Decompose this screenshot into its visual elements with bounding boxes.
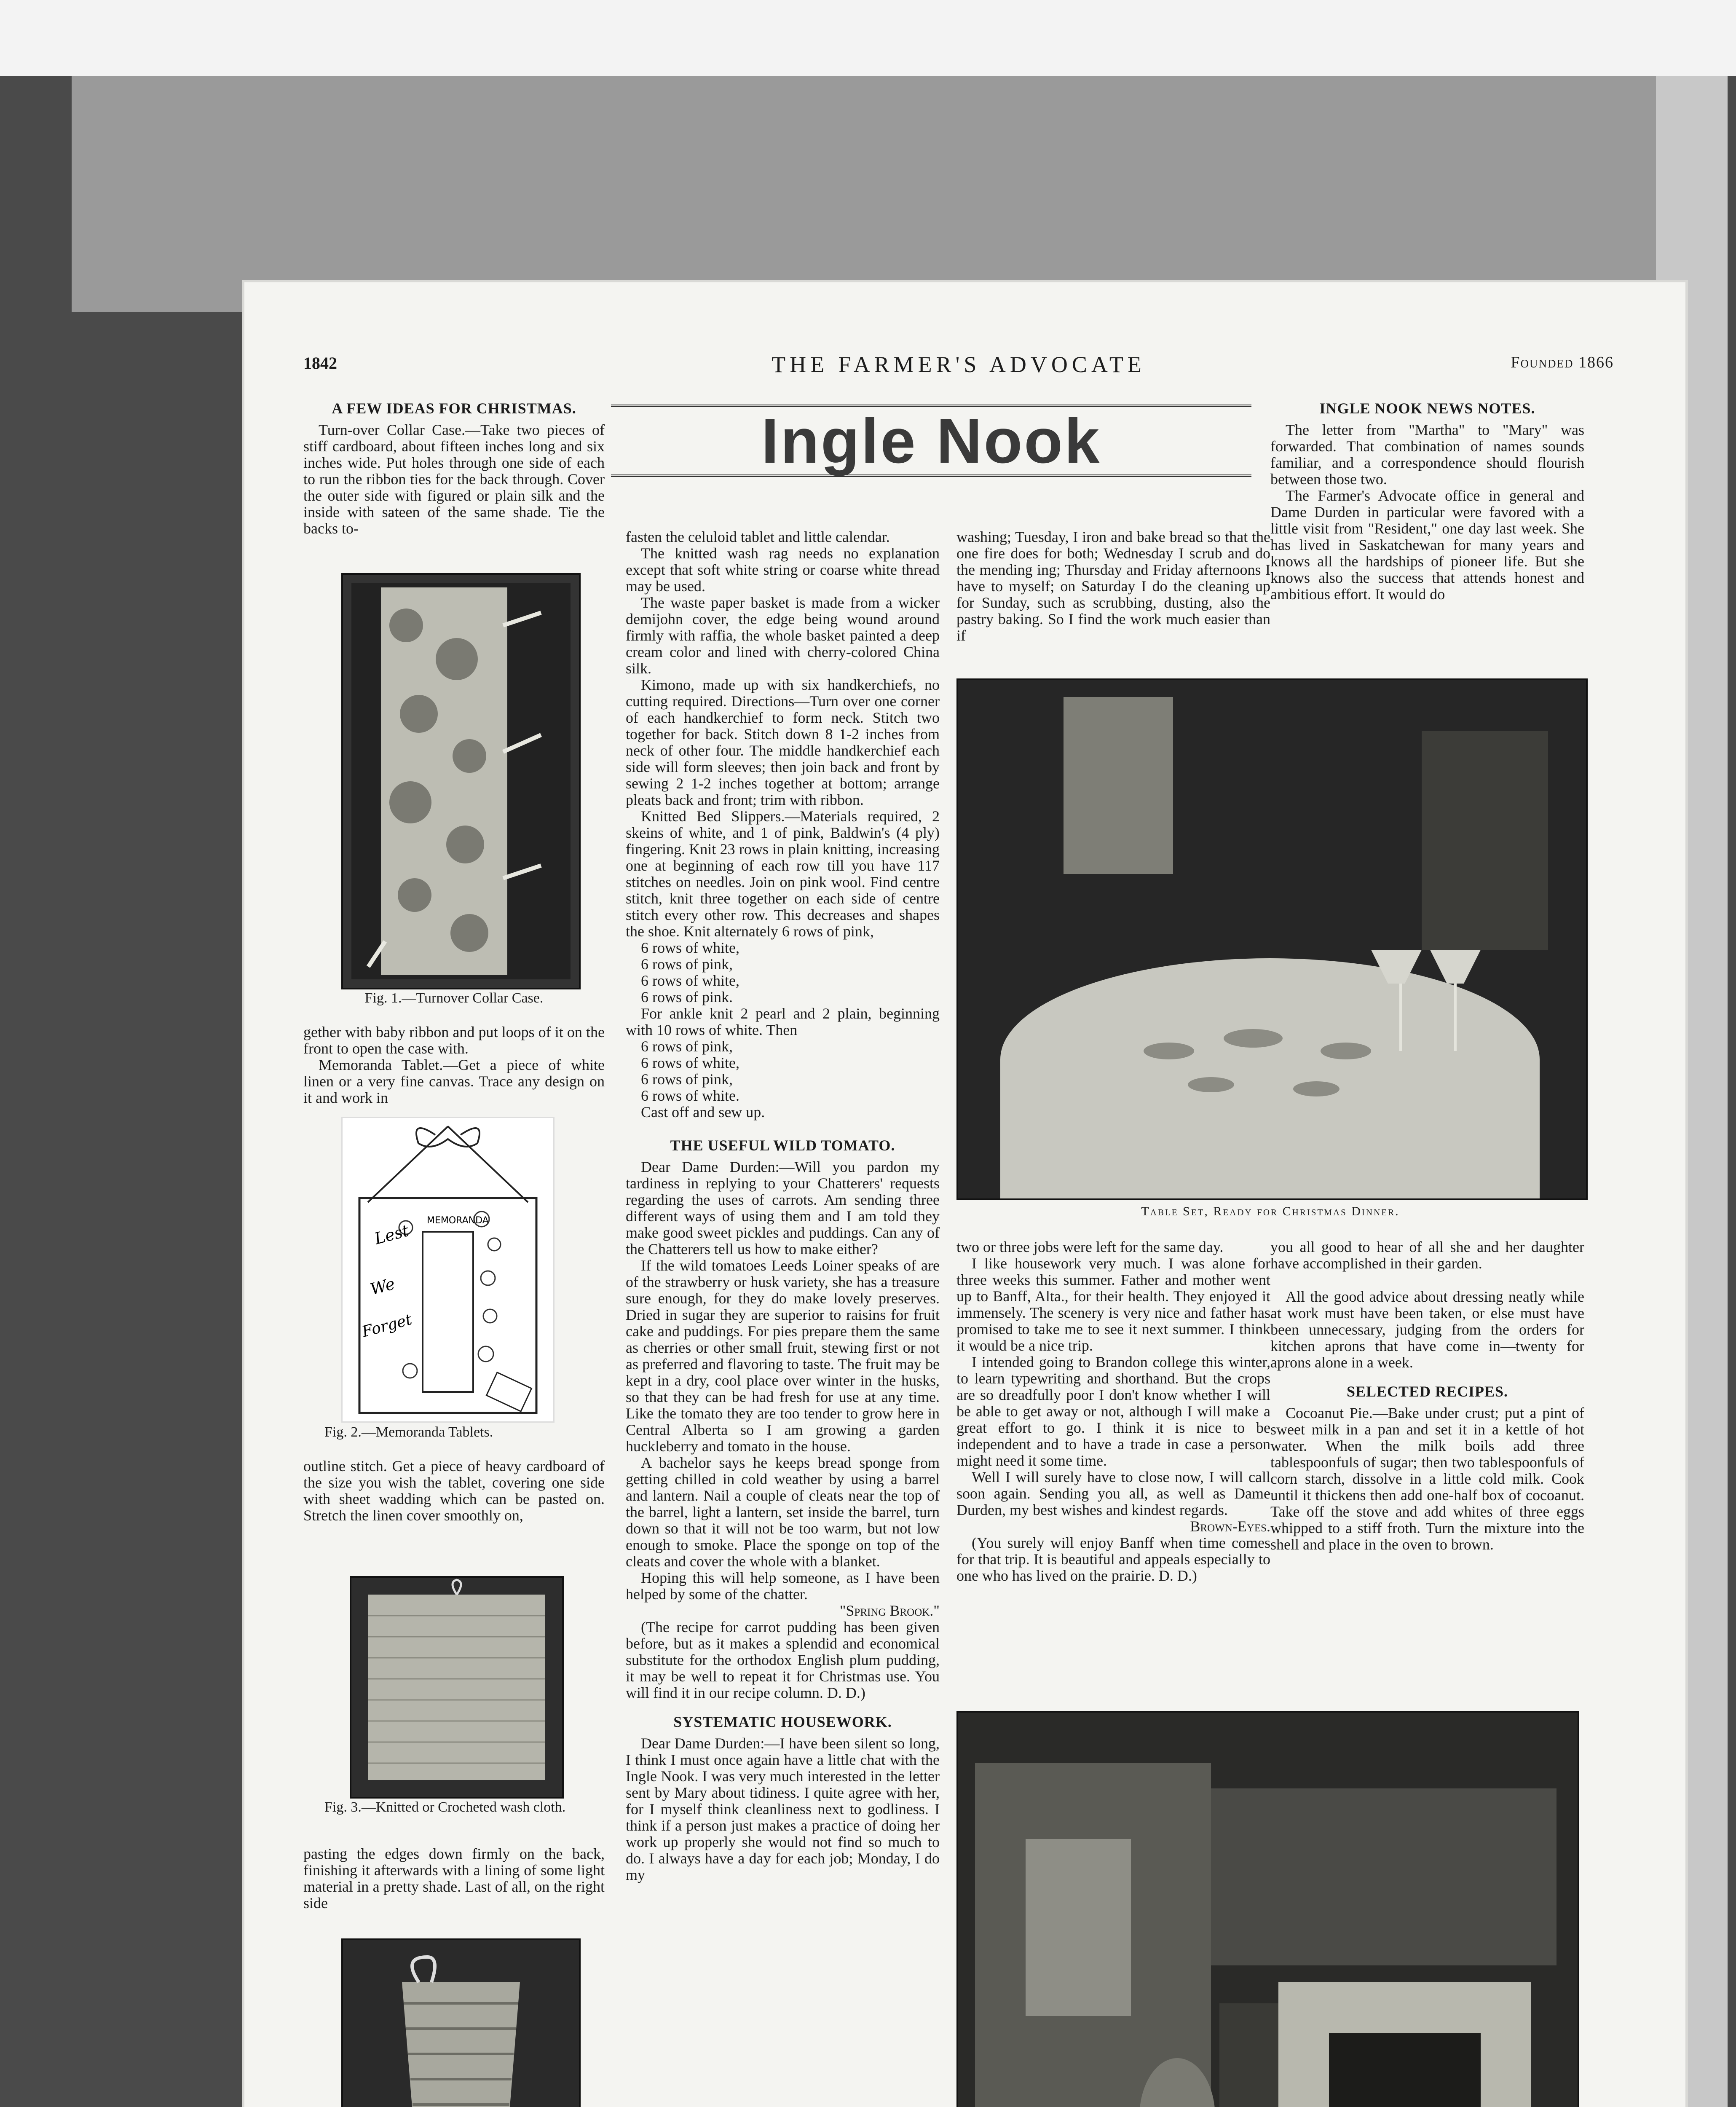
paragraph: outline stitch. Get a piece of heavy cardboard of the size you wish the tablet, covering one side with sheet wadding which can be pasted on. Stretch the linen cover smoothly on, <box>303 1458 605 1524</box>
column-4-continued <box>1270 1239 1584 1553</box>
paragraph: The Farmer's Advocate office in general and Dame Durden in particular were favored with a little visit from "Resident," one day last week. She has lived in Saskatchewan for many years and knows all the hardships of pioneer life. But she knows also the success that attends honest and ambitious effort. It would do <box>1270 487 1584 603</box>
column-2 <box>626 529 940 1883</box>
article-heading: SYSTEMATIC HOUSEWORK. <box>673 1713 892 1730</box>
paragraph: Hoping this will help someone, as I have been helped by some of the chatter. <box>626 1569 940 1603</box>
figure-memoranda-tablet <box>341 1117 555 1423</box>
section-title-box <box>611 405 1251 477</box>
figure-3-caption: Fig. 3.—Knitted or Crocheted wash cloth. <box>324 1799 566 1815</box>
paragraph: For ankle knit 2 pearl and 2 plain, beginning with 10 rows of white. Then <box>626 1005 940 1038</box>
paragraph: (You surely will enjoy Banff when time comes for that trip. It is beautiful and appeals especially to one who has lived on the prairie. D. D.) <box>956 1534 1270 1584</box>
list-item: 6 rows of pink, <box>641 1038 733 1055</box>
paragraph: two or three jobs were left for the same day. <box>956 1238 1224 1255</box>
masthead: THE FARMER'S ADVOCATE <box>772 352 1146 377</box>
list-item: 6 rows of white, <box>641 1054 739 1071</box>
founded-date: Founded 1866 <box>1511 354 1614 371</box>
scan-top-margin <box>0 0 1736 76</box>
section-title: Ingle Nook <box>761 405 1101 476</box>
waste-basket-image <box>343 1940 579 2107</box>
article-heading: INGLE NOOK NEWS NOTES. <box>1319 400 1535 417</box>
paragraph: Knitted Bed Slippers.—Materials required, 2 skeins of white, and 1 of pink, Baldwin's (4 ply) fingering. Knit 23 rows in plain knitting, increasing one at beginning of each row till you have 117 stitches on needles. Join on pink wool. Find centre stitch, knit three together on each side of centre stitch every other row. This decreases and shapes the shoe. Knit alternately 6 rows of pink, <box>626 808 940 940</box>
paragraph: Kimono, made up with six handkerchiefs, no cutting required. Directions—Turn over one corner of each handkerchief to form neck. Stitch two together for back. Stitch down 8 1-2 inches from neck of other four. The middle handkerchief each side will form sleeves; then join back and front by sewing 2 1-2 inches together at bottom; arrange pleats back and front; trim with ribbon. <box>626 676 940 808</box>
paragraph: I intended going to Brandon college this winter, to learn typewriting and shorthand. But the crops are so dreadfully poor I don't know whether I will be able to get away or not, although I will make a great effort to go. I think it is nice to be independent and to have a trade in case a person might need it some time. <box>956 1354 1270 1469</box>
page-number: 1842 <box>303 354 337 373</box>
paragraph: Cocoanut Pie.—Bake under crust; put a pint of sweet milk in a pan and set it in a kettle of hot water. When the milk boils add three tablespoonfuls of sugar; then two tablespoonfuls of corn starch, dissolve in a little cold milk. Cook until it thickens then add one-half box of cocoanut. Take off the stove and add whites of three eggs whipped to a stiff froth. Turn the mixture into the shell and place in the oven to brown. <box>1270 1405 1584 1553</box>
column-3-continued <box>956 1239 1270 1584</box>
figure-collar-case <box>341 573 581 989</box>
figure-waste-basket <box>341 1938 581 2107</box>
scan-background <box>72 76 1656 312</box>
paragraph: gether with baby ribbon and put loops of it on the front to open the case with. <box>303 1024 605 1057</box>
figure-2-caption: Fig. 2.—Memoranda Tablets. <box>324 1424 493 1440</box>
paragraph: you all good to hear of all she and her daughter have accomplished in their garden. <box>1270 1238 1584 1272</box>
paragraph: fasten the celuloid tablet and little calendar. <box>626 528 890 545</box>
paragraph: washing; Tuesday, I iron and bake bread so that the one fire does for both; Wednesday I scrub and do the mending ing; Thursday and Friday afternoons I have to myself; on Saturday I do the cleaning up for Sunday, such as scrubbing, dusting, also the pastry baking. So I find the work much easier than if <box>956 528 1270 644</box>
tablet-text-we: We <box>368 1274 397 1299</box>
column-1-continued-3 <box>303 1846 605 1911</box>
list-item: 6 rows of white. <box>641 1087 739 1104</box>
tablet-text-lest: Lest <box>372 1221 411 1248</box>
column-1-continued-2 <box>303 1458 605 1524</box>
paragraph: The waste paper basket is made from a wicker demijohn cover, the edge being wound around firmly with raffia, the whole basket painted a deep cream color and lined with cherry-colored China silk. <box>626 594 940 677</box>
figure-wash-cloth <box>350 1576 564 1799</box>
article-heading: SELECTED RECIPES. <box>1346 1383 1508 1400</box>
column-1-continued <box>303 1024 605 1106</box>
photo-table-set <box>956 678 1588 1200</box>
photo-1-caption: Table Set, Ready for Christmas Dinner. <box>1141 1204 1400 1218</box>
paragraph: Dear Dame Durden:—Will you pardon my tardiness in replying to your Chatterers' requests regarding the uses of carrots. Am sending three different ways of using them and I am told they make good sweet pickles and puddings. Can any of the Chatterers tell us how to make either? <box>626 1158 940 1257</box>
column-4 <box>1270 400 1584 603</box>
paragraph: pasting the edges down firmly on the back, finishing it afterwards with a lining of some light material in a pretty shade. Last of all, on the right side <box>303 1845 605 1911</box>
article-heading: THE USEFUL WILD TOMATO. <box>670 1137 895 1154</box>
paragraph: (The recipe for carrot pudding has been given before, but as it makes a splendid and economical substitute for the orthodox English plum pudding, it may be well to repeat it for Christmas use. You will find it in our recipe column. D. D.) <box>626 1619 940 1701</box>
tablet-text-forget: Forget <box>360 1311 414 1341</box>
paragraph: Turn-over Collar Case.—Take two pieces of stiff cardboard, about fifteen inches long and six inches wide. Put holes through one side of each to run the ribbon ties for the back through. Cover the outer side with figured or plain silk and the inside with sateen of the same shade. Tie the backs to- <box>303 421 605 537</box>
column-3 <box>956 529 1270 644</box>
paragraph: Memoranda Tablet.—Get a piece of white linen or a very fine canvas. Trace any design on it and work in <box>303 1056 605 1106</box>
paragraph: The knitted wash rag needs no explanation except that soft white string or coarse white thread may be used. <box>626 545 940 595</box>
list-item: 6 rows of pink. <box>641 989 733 1005</box>
photo-fireplace <box>956 1711 1579 2107</box>
memoranda-tablet-drawing <box>343 1118 553 1421</box>
signature: Brown-Eyes. <box>1190 1518 1270 1535</box>
article-heading: A FEW IDEAS FOR CHRISTMAS. <box>332 400 576 417</box>
paragraph: A bachelor says he keeps bread sponge from getting chilled in cold weather by using a barrel and lantern. Nail a couple of cleats near the top of the barrel, light a lantern, set inside the barrel, turn down so that it will not be too warm, but not low enough to smoke. Place the sponge on top of the cleats and cover the whole with a blanket. <box>626 1454 940 1570</box>
column-1 <box>303 400 605 537</box>
signature: "Spring Brook." <box>839 1602 940 1619</box>
dining-table-photo <box>958 680 1586 1198</box>
paragraph: I like housework very much. I was alone for three weeks this summer. Father and mother went up to Banff, Alta., for their health. They enjoyed it immensely. The scenery is very nice and father has promised to take me to see it next summer. I think it would be a nice trip. <box>956 1255 1270 1354</box>
list-item: 6 rows of pink, <box>641 956 733 973</box>
wash-cloth-image <box>351 1578 562 1797</box>
paragraph: If the wild tomatoes Leeds Loiner speaks of are of the strawberry or husk variety, she has a treasure sure enough, for they do make lovely preserves. Dried in sugar they are superior to raisins for fruit cake and puddings. For pies prepare them the same as cherries or other small fruit, stewing first or not as preferred and flavoring to taste. The fruit may be kept in a dry, cool place over winter in the husks, so that they can be had fresh for use at any time. Like the tomato they are too tender to grow here in Central Alberta so I am growing a garden huckleberry and tomato in the house. <box>626 1257 940 1455</box>
paragraph: Cast off and sew up. <box>641 1104 765 1121</box>
tablet-text-memoranda: MEMORANDA <box>427 1215 489 1226</box>
paragraph: Dear Dame Durden:—I have been silent so long, I think I must once again have a little chat with the Ingle Nook. I was very much interested in the letter sent by Mary about tidiness. I quite agree with her, for I myself think cleanliness next to godliness. I think if a person just makes a practice of doing her work up properly she would not find so much to do. I always have a day for each job; Monday, I do my <box>626 1735 940 1883</box>
paragraph: The letter from "Martha" to "Mary" was forwarded. That combination of names sounds familiar, and a correspondence should flourish between those two. <box>1270 421 1584 488</box>
list-item: 6 rows of pink, <box>641 1071 733 1088</box>
figure-1-caption: Fig. 1.—Turnover Collar Case. <box>364 990 544 1006</box>
newspaper-page <box>244 282 1685 2107</box>
paragraph: All the good advice about dressing neatly while at work must have been taken, or else must have been unnecessary, judging from the orders for kitchen aprons that have come in—twenty for aprons alone in a week. <box>1270 1288 1584 1371</box>
paragraph: Well I will surely have to close now, I will call soon again. Sending you all, as well as Dame Durden, my best wishes and kindest regards. <box>956 1469 1270 1518</box>
fireplace-photo <box>958 1713 1578 2107</box>
collar-case-image <box>343 575 579 988</box>
page-header <box>303 353 1614 378</box>
list-item: 6 rows of white, <box>641 939 739 956</box>
list-item: 6 rows of white, <box>641 972 739 989</box>
